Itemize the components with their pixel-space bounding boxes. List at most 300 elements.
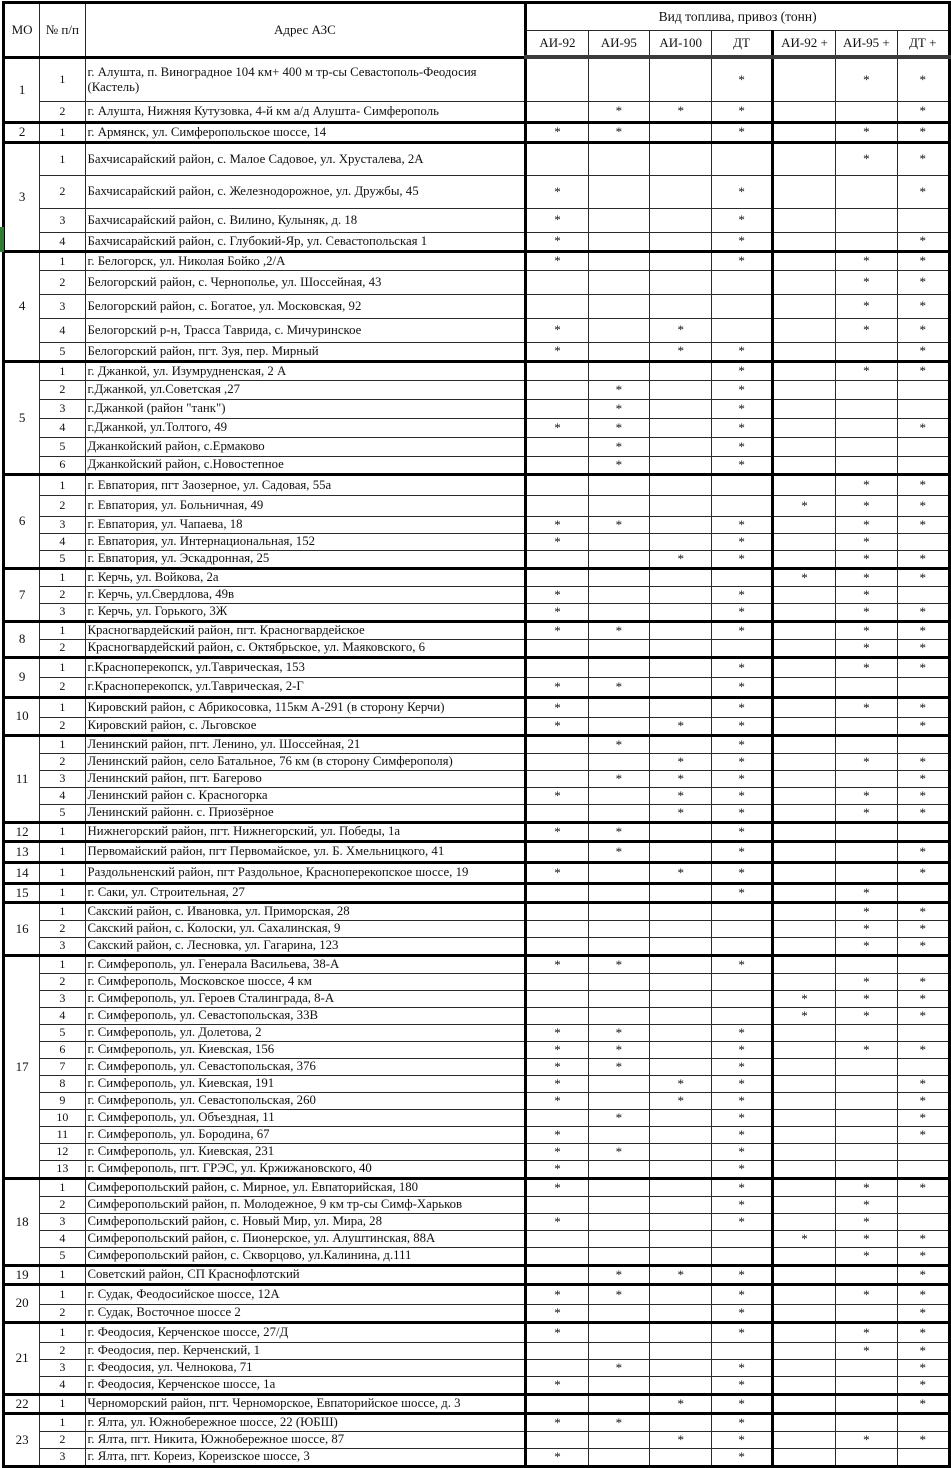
fuel-mark-cell: * — [712, 1376, 772, 1394]
fuel-mark-cell: * — [650, 717, 712, 735]
fuel-mark-cell — [772, 586, 835, 603]
azs-address-cell: г. Ялта, пгт. Никита, Южнобережное шоссе, 87 — [85, 1431, 526, 1448]
row-number-cell: 5 — [40, 1024, 85, 1041]
fuel-mark-cell — [650, 1230, 712, 1247]
col-header-dtplus: ДТ + — [897, 31, 949, 58]
azs-address-cell: г.Красноперекопск, ул.Таврическая, 2-Г — [85, 677, 526, 697]
fuel-mark-cell: * — [897, 142, 949, 175]
table-row — [4, 1413, 950, 1431]
row-number-cell: 5 — [40, 550, 85, 568]
fuel-mark-cell — [650, 883, 712, 902]
fuel-mark-cell: * — [712, 770, 772, 787]
fuel-mark-cell — [836, 1413, 897, 1431]
fuel-mark-cell — [772, 1041, 835, 1058]
fuel-mark-cell — [526, 380, 588, 399]
table-row — [4, 657, 950, 677]
row-number-cell: 2 — [40, 495, 85, 516]
fuel-mark-cell — [650, 735, 712, 753]
azs-address-cell: Бахчисарайский район, с. Железнодорожное, ул. Дружбы, 45 — [85, 175, 526, 208]
fuel-mark-cell: * — [712, 1196, 772, 1213]
fuel-mark-cell — [836, 1143, 897, 1160]
table-row — [4, 550, 950, 568]
fuel-mark-cell — [650, 251, 712, 270]
fuel-mark-cell: * — [836, 251, 897, 270]
mo-number-cell: 18 — [4, 1178, 40, 1265]
mo-number-cell: 16 — [4, 902, 40, 955]
fuel-mark-cell: * — [650, 787, 712, 804]
table-row — [4, 270, 950, 294]
fuel-mark-cell — [588, 232, 649, 251]
fuel-mark-cell — [836, 1075, 897, 1092]
fuel-mark-cell — [772, 1058, 835, 1075]
azs-address-cell: г. Симферополь, ул. Киевская, 156 — [85, 1041, 526, 1058]
fuel-mark-cell — [772, 735, 835, 753]
fuel-mark-cell — [588, 175, 649, 208]
table-row — [4, 1304, 950, 1322]
row-number-cell: 3 — [40, 990, 85, 1007]
azs-address-cell: г. Белогорск, ул. Николая Бойко ,2/А — [85, 251, 526, 270]
azs-address-cell: Бахчисарайский район, с. Глубокий-Яр, ул. Севастопольская 1 — [85, 232, 526, 251]
fuel-mark-cell — [897, 533, 949, 550]
table-row — [4, 1126, 950, 1143]
mo-number-cell: 12 — [4, 822, 40, 841]
fuel-mark-cell: * — [897, 175, 949, 208]
fuel-mark-cell — [526, 270, 588, 294]
fuel-mark-cell — [772, 1265, 835, 1284]
fuel-mark-cell: * — [526, 1143, 588, 1160]
fuel-mark-cell — [897, 456, 949, 474]
fuel-mark-cell: * — [712, 122, 772, 142]
table-row — [4, 474, 950, 495]
fuel-mark-cell — [650, 1058, 712, 1075]
table-row — [4, 342, 950, 361]
fuel-mark-cell: * — [526, 1213, 588, 1230]
row-number-cell: 1 — [40, 841, 85, 862]
fuel-mark-cell — [772, 474, 835, 495]
azs-address-cell: Красногвардейский район, с. Октябрьское, ул. Маяковского, 6 — [85, 639, 526, 657]
fuel-mark-cell: * — [897, 973, 949, 990]
row-number-cell: 1 — [40, 474, 85, 495]
fuel-mark-cell — [650, 697, 712, 717]
fuel-mark-cell — [712, 142, 772, 175]
azs-address-cell: г. Евпатория, ул. Чапаева, 18 — [85, 516, 526, 533]
table-row — [4, 753, 950, 770]
row-number-cell: 1 — [40, 822, 85, 841]
table-row — [4, 1178, 950, 1196]
mo-number-cell: 2 — [4, 122, 40, 142]
fuel-mark-cell — [588, 937, 649, 955]
azs-address-cell: г. Симферополь, ул. Севастопольская, 376 — [85, 1058, 526, 1075]
mo-number-cell: 22 — [4, 1394, 40, 1413]
fuel-mark-cell — [650, 361, 712, 380]
fuel-mark-cell — [772, 639, 835, 657]
azs-address-cell: г. Симферополь, ул. Долетова, 2 — [85, 1024, 526, 1041]
fuel-mark-cell: * — [712, 1126, 772, 1143]
fuel-mark-cell: * — [712, 1304, 772, 1322]
fuel-mark-cell: * — [897, 270, 949, 294]
azs-address-cell: г.Джанкой, ул.Толтого, 49 — [85, 418, 526, 437]
table-row — [4, 883, 950, 902]
fuel-mark-cell — [588, 717, 649, 735]
fuel-mark-cell — [588, 1092, 649, 1109]
fuel-mark-cell — [772, 1284, 835, 1304]
fuel-mark-cell — [897, 1024, 949, 1041]
fuel-mark-cell — [772, 717, 835, 735]
fuel-mark-cell: * — [897, 294, 949, 318]
fuel-mark-cell — [836, 101, 897, 122]
fuel-mark-cell — [772, 1376, 835, 1394]
row-number-cell: 3 — [40, 399, 85, 418]
fuel-mark-cell: * — [526, 516, 588, 533]
fuel-mark-cell — [772, 1213, 835, 1230]
fuel-mark-cell: * — [588, 1143, 649, 1160]
table-row — [4, 677, 950, 697]
fuel-mark-cell — [836, 380, 897, 399]
row-number-cell: 2 — [40, 753, 85, 770]
row-number-cell: 1 — [40, 251, 85, 270]
fuel-mark-cell: * — [836, 1041, 897, 1058]
fuel-mark-cell — [712, 318, 772, 342]
fuel-mark-cell: * — [712, 1143, 772, 1160]
azs-address-cell: Симферопольский район, с. Новый Мир, ул. Мира, 28 — [85, 1213, 526, 1230]
table-row — [4, 787, 950, 804]
fuel-mark-cell — [772, 937, 835, 955]
fuel-mark-cell: * — [588, 399, 649, 418]
fuel-mark-cell — [836, 232, 897, 251]
azs-address-cell: г. Судак, Восточное шоссе 2 — [85, 1304, 526, 1322]
table-row — [4, 251, 950, 270]
fuel-mark-cell — [772, 657, 835, 677]
fuel-mark-cell — [772, 516, 835, 533]
azs-address-cell: г. Феодосия, пер. Керченский, 1 — [85, 1342, 526, 1359]
fuel-mark-cell — [526, 568, 588, 586]
fuel-mark-cell: * — [712, 1284, 772, 1304]
mo-number-cell: 23 — [4, 1413, 40, 1466]
row-number-cell: 3 — [40, 208, 85, 232]
fuel-mark-cell — [588, 474, 649, 495]
table-row — [4, 57, 950, 101]
fuel-mark-cell: * — [836, 1247, 897, 1265]
left-edge-green-marker — [0, 227, 4, 252]
fuel-mark-cell: * — [712, 1431, 772, 1448]
fuel-mark-cell: * — [588, 1265, 649, 1284]
fuel-mark-cell — [526, 1265, 588, 1284]
table-row — [4, 1024, 950, 1041]
fuel-mark-cell: * — [836, 990, 897, 1007]
fuel-mark-cell — [526, 902, 588, 920]
fuel-mark-cell: * — [836, 57, 897, 101]
fuel-mark-cell — [772, 770, 835, 787]
fuel-mark-cell: * — [588, 1109, 649, 1126]
fuel-mark-cell: * — [836, 318, 897, 342]
fuel-mark-cell — [897, 1196, 949, 1213]
fuel-mark-cell: * — [526, 1448, 588, 1466]
fuel-mark-cell — [772, 1196, 835, 1213]
fuel-mark-cell: * — [772, 990, 835, 1007]
fuel-mark-cell: * — [897, 474, 949, 495]
fuel-mark-cell: * — [897, 1376, 949, 1394]
row-number-cell: 1 — [40, 361, 85, 380]
mo-number-cell: 15 — [4, 883, 40, 902]
fuel-mark-cell — [650, 437, 712, 456]
fuel-mark-cell — [772, 142, 835, 175]
col-header-ai95: АИ-95 — [588, 31, 649, 58]
fuel-mark-cell — [650, 1143, 712, 1160]
table-row — [4, 1247, 950, 1265]
fuel-mark-cell — [836, 1394, 897, 1413]
fuel-mark-cell — [772, 841, 835, 862]
fuel-mark-cell — [712, 902, 772, 920]
fuel-mark-cell — [897, 208, 949, 232]
fuel-mark-cell — [712, 495, 772, 516]
azs-address-cell: Бахчисарайский район, с. Вилино, Кулыняк, д. 18 — [85, 208, 526, 232]
fuel-mark-cell: * — [712, 1213, 772, 1230]
fuel-mark-cell: * — [836, 1342, 897, 1359]
fuel-mark-cell — [588, 753, 649, 770]
azs-address-cell: Черноморский район, пгт. Черноморское, Евпаторийское шоссе, д. 3 — [85, 1394, 526, 1413]
fuel-mark-cell — [650, 1448, 712, 1466]
row-number-cell: 1 — [40, 1265, 85, 1284]
fuel-mark-cell — [526, 456, 588, 474]
fuel-mark-cell — [650, 1126, 712, 1143]
fuel-mark-cell: * — [836, 973, 897, 990]
row-number-cell: 4 — [40, 1376, 85, 1394]
fuel-mark-cell — [650, 456, 712, 474]
fuel-mark-cell — [836, 1126, 897, 1143]
fuel-mark-cell — [588, 1342, 649, 1359]
fuel-mark-cell: * — [897, 1041, 949, 1058]
azs-address-cell: г. Симферополь, ул. Генерала Васильева, 38-А — [85, 955, 526, 973]
fuel-mark-cell: * — [712, 1359, 772, 1376]
fuel-mark-cell — [836, 1058, 897, 1075]
fuel-mark-cell — [772, 533, 835, 550]
row-number-cell: 5 — [40, 437, 85, 456]
azs-address-cell: Джанкойский район, с.Новостепное — [85, 456, 526, 474]
table-row — [4, 318, 950, 342]
azs-address-cell: Симферопольский район, п. Молодежное, 9 км тр-сы Симф-Харьков — [85, 1196, 526, 1213]
fuel-mark-cell: * — [897, 1126, 949, 1143]
fuel-mark-cell — [897, 1160, 949, 1178]
fuel-mark-cell — [588, 270, 649, 294]
table-row — [4, 456, 950, 474]
fuel-mark-cell — [526, 437, 588, 456]
fuel-mark-cell — [897, 1058, 949, 1075]
azs-address-cell: Сакский район, с. Лесновка, ул. Гагарина, 123 — [85, 937, 526, 955]
fuel-mark-cell — [526, 1109, 588, 1126]
fuel-mark-cell — [588, 697, 649, 717]
fuel-mark-cell — [588, 603, 649, 621]
fuel-mark-cell: * — [897, 1342, 949, 1359]
row-number-cell: 5 — [40, 804, 85, 822]
table-row — [4, 208, 950, 232]
table-row — [4, 1284, 950, 1304]
fuel-mark-cell: * — [897, 568, 949, 586]
table-row — [4, 735, 950, 753]
fuel-mark-cell — [526, 495, 588, 516]
table-row — [4, 1265, 950, 1284]
azs-address-cell: г. Симферополь, ул. Киевская, 231 — [85, 1143, 526, 1160]
fuel-mark-cell: * — [588, 735, 649, 753]
fuel-mark-cell — [836, 735, 897, 753]
fuel-mark-cell: * — [897, 122, 949, 142]
fuel-mark-cell — [836, 175, 897, 208]
azs-address-cell: Симферопольский район, с. Мирное, ул. Евпаторийская, 180 — [85, 1178, 526, 1196]
fuel-mark-cell — [772, 1413, 835, 1431]
row-number-cell: 1 — [40, 568, 85, 586]
row-number-cell: 4 — [40, 1230, 85, 1247]
fuel-mark-cell: * — [526, 862, 588, 883]
fuel-mark-cell — [650, 495, 712, 516]
fuel-mark-cell — [650, 418, 712, 437]
fuel-mark-cell — [772, 380, 835, 399]
fuel-mark-cell — [772, 603, 835, 621]
azs-address-cell: г. Керчь, ул. Горького, 3Ж — [85, 603, 526, 621]
row-number-cell: 2 — [40, 586, 85, 603]
fuel-mark-cell — [836, 342, 897, 361]
table-row — [4, 1092, 950, 1109]
fuel-mark-cell: * — [650, 1092, 712, 1109]
fuel-mark-cell: * — [712, 603, 772, 621]
fuel-mark-cell — [772, 208, 835, 232]
mo-number-cell: 4 — [4, 251, 40, 361]
row-number-cell: 2 — [40, 270, 85, 294]
fuel-mark-cell: * — [712, 533, 772, 550]
fuel-mark-cell: * — [526, 1024, 588, 1041]
fuel-mark-cell: * — [836, 804, 897, 822]
row-number-cell: 13 — [40, 1160, 85, 1178]
fuel-mark-cell: * — [836, 294, 897, 318]
row-number-cell: 8 — [40, 1075, 85, 1092]
row-number-cell: 1 — [40, 657, 85, 677]
fuel-mark-cell — [588, 342, 649, 361]
row-number-cell: 1 — [40, 1322, 85, 1342]
fuel-mark-cell — [588, 495, 649, 516]
table-row — [4, 1007, 950, 1024]
fuel-mark-cell — [836, 717, 897, 735]
fuel-mark-cell — [526, 474, 588, 495]
mo-number-cell: 6 — [4, 474, 40, 568]
mo-number-cell: 8 — [4, 621, 40, 657]
fuel-mark-cell — [588, 804, 649, 822]
fuel-mark-cell — [588, 902, 649, 920]
row-number-cell: 2 — [40, 639, 85, 657]
mo-number-cell: 13 — [4, 841, 40, 862]
fuel-mark-cell — [588, 1213, 649, 1230]
fuel-mark-cell — [650, 1024, 712, 1041]
azs-address-cell: г.Красноперекопск, ул.Таврическая, 153 — [85, 657, 526, 677]
fuel-mark-cell: * — [712, 456, 772, 474]
fuel-mark-cell — [650, 603, 712, 621]
fuel-mark-cell — [526, 361, 588, 380]
fuel-mark-cell: * — [526, 1041, 588, 1058]
azs-address-cell: г. Симферополь, ул. Бородина, 67 — [85, 1126, 526, 1143]
mo-number-cell: 19 — [4, 1265, 40, 1284]
table-row — [4, 1160, 950, 1178]
fuel-mark-cell: * — [897, 697, 949, 717]
fuel-mark-cell: * — [712, 1178, 772, 1196]
row-number-cell: 1 — [40, 735, 85, 753]
fuel-mark-cell — [650, 841, 712, 862]
fuel-mark-cell — [836, 208, 897, 232]
fuel-mark-cell — [836, 677, 897, 697]
fuel-mark-cell — [650, 142, 712, 175]
fuel-mark-cell: * — [650, 318, 712, 342]
fuel-mark-cell: * — [650, 753, 712, 770]
row-number-cell: 1 — [40, 57, 85, 101]
fuel-mark-cell — [836, 399, 897, 418]
mo-number-cell: 20 — [4, 1284, 40, 1322]
fuel-mark-cell — [772, 902, 835, 920]
fuel-mark-cell — [772, 318, 835, 342]
fuel-mark-cell — [772, 883, 835, 902]
fuel-mark-cell: * — [712, 208, 772, 232]
azs-address-cell: Симферопольский район, с. Пионерское, ул. Алуштинская, 88А — [85, 1230, 526, 1247]
fuel-mark-cell: * — [650, 1394, 712, 1413]
row-number-cell: 4 — [40, 1007, 85, 1024]
table-row — [4, 841, 950, 862]
fuel-mark-cell: * — [772, 495, 835, 516]
fuel-mark-cell: * — [712, 1322, 772, 1342]
azs-address-cell: Красногвардейский район, пгт. Красногвардейское — [85, 621, 526, 639]
fuel-mark-cell — [772, 101, 835, 122]
fuel-mark-cell: * — [712, 822, 772, 841]
fuel-mark-cell: * — [526, 1075, 588, 1092]
azs-address-cell: Ленинский район, пгт. Багерово — [85, 770, 526, 787]
row-number-cell: 1 — [40, 697, 85, 717]
fuel-mark-cell: * — [897, 1322, 949, 1342]
fuel-mark-cell — [650, 57, 712, 101]
fuel-mark-cell: * — [588, 770, 649, 787]
row-number-cell: 5 — [40, 342, 85, 361]
fuel-mark-cell: * — [836, 1431, 897, 1448]
fuel-mark-cell: * — [712, 418, 772, 437]
col-header-address: Адрес АЗС — [85, 3, 526, 58]
fuel-mark-cell — [897, 1448, 949, 1466]
fuel-mark-cell: * — [836, 920, 897, 937]
fuel-mark-cell — [772, 1304, 835, 1322]
row-number-cell: 2 — [40, 1196, 85, 1213]
fuel-mark-cell: * — [897, 804, 949, 822]
fuel-mark-cell: * — [526, 1413, 588, 1431]
fuel-mark-cell: * — [712, 57, 772, 101]
fuel-mark-cell — [650, 208, 712, 232]
row-number-cell: 4 — [40, 318, 85, 342]
fuel-mark-cell — [650, 1376, 712, 1394]
fuel-mark-cell — [650, 1247, 712, 1265]
fuel-mark-cell — [650, 294, 712, 318]
fuel-mark-cell — [772, 1359, 835, 1376]
fuel-mark-cell — [836, 1092, 897, 1109]
fuel-mark-cell — [588, 568, 649, 586]
table-row — [4, 770, 950, 787]
row-number-cell: 11 — [40, 1126, 85, 1143]
azs-address-cell: Ленинский районн. с. Приозёрное — [85, 804, 526, 822]
azs-address-cell: г.Джанкой (район "танк") — [85, 399, 526, 418]
col-header-dt: ДТ — [712, 31, 772, 58]
azs-address-cell: г. Армянск, ул. Симферопольское шоссе, 14 — [85, 122, 526, 142]
fuel-mark-cell — [772, 232, 835, 251]
fuel-mark-cell — [588, 318, 649, 342]
col-header-ai92: АИ-92 — [526, 31, 588, 58]
row-number-cell: 3 — [40, 1359, 85, 1376]
row-number-cell: 12 — [40, 1143, 85, 1160]
table-row — [4, 495, 950, 516]
fuel-mark-cell: * — [526, 621, 588, 639]
fuel-mark-cell — [650, 1178, 712, 1196]
fuel-mark-cell — [712, 639, 772, 657]
azs-address-cell: г. Симферополь, ул. Героев Сталинграда, 8-А — [85, 990, 526, 1007]
fuel-mark-cell: * — [897, 251, 949, 270]
